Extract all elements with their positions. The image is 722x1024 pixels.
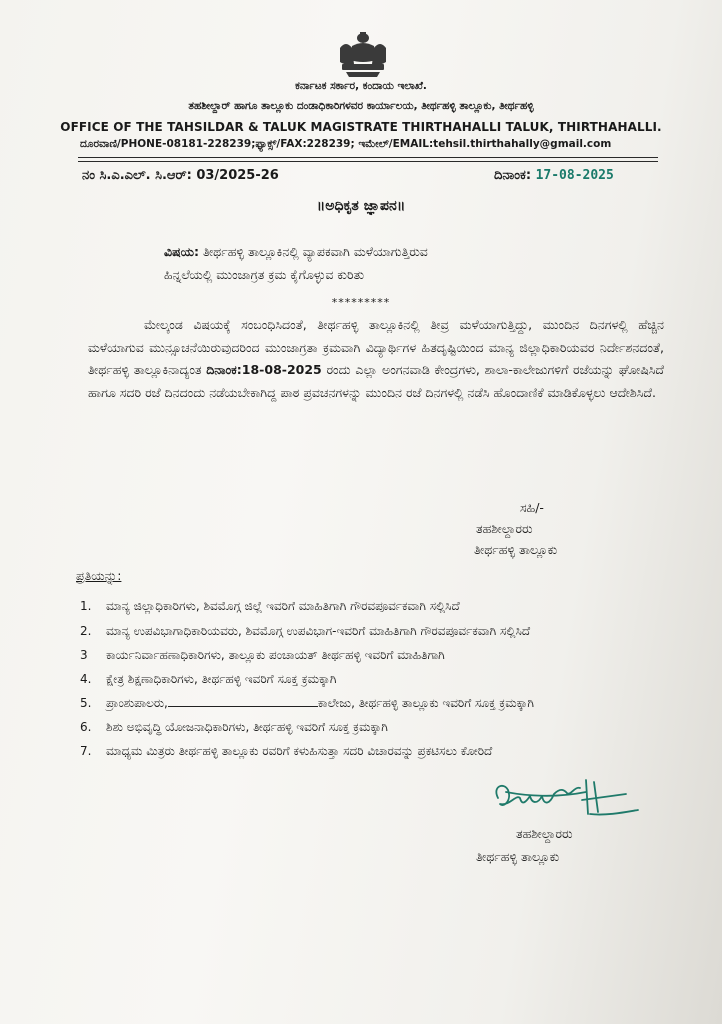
signatory-designation: ತಹಶೀಲ್ದಾರರು [476,521,533,536]
contact-details: ದೂರವಾಣಿ/PHONE-08181-228239;ಫ್ಯಾಕ್ಸ್/FAX:228239; ಇಮೇಲ್/EMAIL:tehsil.thirthahally@gmail.com [80,138,612,150]
signatory-place: ತೀರ್ಥಹಳ್ಳಿ ತಾಲ್ಲೂಕು [474,542,558,557]
list-item-text: ಶಿಶು ಅಭಿವೃದ್ಧಿ ಯೋಜನಾಧಿಕಾರಿಗಳು, ತೀರ್ಥಹಳ್ಳಿ ಇವರಿಗೆ ಸೂಕ್ತ ಕ್ರಮಕ್ಕಾಗಿ [106,720,388,734]
list-item [80,719,660,736]
subject-line-1: ತೀರ್ಥಹಳ್ಳಿ ತಾಲ್ಲೂಕಿನಲ್ಲಿ ವ್ಯಾಪಕವಾಗಿ ಮಳೆಯಾಗುತ್ತಿರುವ [202,244,428,259]
list-item-number: 6. [80,720,92,734]
list-item [80,598,660,615]
body-paragraph [88,314,664,404]
list-item-number: 1. [80,599,92,613]
date-label: ದಿನಾಂಕ: [494,168,532,183]
list-item-text: ಮಾಧ್ಯಮ ಮಿತ್ರರು ತೀರ್ಥಹಳ್ಳಿ ತಾಲ್ಲೂಕು ರವರಿಗೆ ಕಳುಹಿಸುತ್ತಾ ಸದರಿ ವಿಚಾರವನ್ನು ಪ್ರಕಟಿಸಲು ಕೋರಿದೆ [106,744,493,758]
document-title: ॥ಅಧಿಕೃತ ಜ್ಞಾಪನ॥ [316,198,406,214]
body-text-part-2: ರಂದು ಎಲ್ಲಾ ಅಂಗನವಾಡಿ ಕೇಂದ್ರಗಳು, ಶಾಲಾ-ಕಾಲೇಜುಗಳಿಗೆ ರಜೆಯನ್ನು ಘೋಷಿಸಿದೆ ಹಾಗೂ ಸದರಿ ರಜೆ ದಿನದಂದು ನಡೆಯಬೇಕಾಗಿದ್ದ ಪಾಠ ಪ್ರವಚನಗಳನ್ನು ಮುಂದಿನ ರಜೆ ದಿನಗಳಲ್ಲಿ ನಡೆಸಿ ಹೊಂದಾಣಿಕೆ ಮಾಡಿಕೊಳ್ಳಲು ಆದೇಶಿಸಿದೆ. [88,362,664,400]
subject-block [164,240,634,286]
list-item [80,743,660,760]
date-value: 17-08-2025 [535,168,614,183]
blank-line [168,695,318,707]
list-item [80,647,660,664]
body-text-part-1: ಮೇಲ್ಕಂಡ ವಿಷಯಕ್ಕೆ ಸಂಬಂಧಿಸಿದಂತೆ, ತೀರ್ಥಹಳ್ಳಿ ತಾಲ್ಲೂಕಿನಲ್ಲಿ ತೀವ್ರ ಮಳೆಯಾಗುತ್ತಿದ್ದು, ಮುಂದಿನ ದಿನಗಳಲ್ಲಿ ಹೆಚ್ಚಿನ ಮಳೆಯಾಗುವ ಮುನ್ಸೂಚನೆಯಿರುವುದರಿಂದ ಮುಂಜಾಗ್ರತಾ ಕ್ರಮವಾಗಿ ವಿದ್ಯಾರ್ಥಿಗಳ ಹಿತದೃಷ್ಟಿಯಿಂದ ಮಾನ್ಯ ಜಿಲ್ಲಾಧಿಕಾರಿಯವರ ನಿರ್ದೇಶನದಂತೆ, ತೀರ್ಥಹಳ್ಳಿ ತಾಲ್ಲೂಕಿನಾದ್ಯಂತ [88,317,664,377]
list-item-number: 3 [80,648,88,662]
office-name-english: OFFICE OF THE TAHSILDAR & TALUK MAGISTRATE THIRTHAHALLI TALUK, THIRTHAHALLI. [60,120,662,134]
signatory-designation-bottom: ತಹಶೀಲ್ದಾರರು [516,826,573,841]
copy-list [80,598,660,760]
list-item-text: ಕಾರ್ಯನಿರ್ವಾಹಣಾಧಿಕಾರಿಗಳು, ತಾಲ್ಲೂಕು ಪಂಚಾಯತ್ ತೀರ್ಥಹಳ್ಳಿ ಇವರಿಗೆ ಮಾಹಿತಿಗಾಗಿ [106,648,445,662]
government-emblem-icon [332,30,394,80]
college-text: ಕಾಲೇಜು, ತೀರ್ಥಹಳ್ಳಿ ತಾಲ್ಲೂಕು ಇವರಿಗೆ ಸೂಕ್ತ ಕ್ರಮಕ್ಕಾಗಿ [317,696,534,710]
copy-to-label: ಪ್ರತಿಯನ್ನು: [76,568,122,583]
list-item-text: ಕ್ಷೇತ್ರ ಶಿಕ್ಷಣಾಧಿಕಾರಿಗಳು, ತೀರ್ಥಹಳ್ಳಿ ಇವರಿಗೆ ಸೂಕ್ತ ಕ್ರಮಕ್ಕಾಗಿ [106,672,337,686]
signatory-place-bottom: ತೀರ್ಥಹಳ್ಳಿ ತಾಲ್ಲೂಕು [476,849,560,864]
handwritten-signature [486,776,656,826]
reference-number: ನಂ ಸಿ.ಎ.ಎಲ್. ಸಿ.ಆರ್: 03/2025-26 [82,168,279,183]
holiday-date: ದಿನಾಂಕ:18-08-2025 [206,362,322,377]
government-department-line: ಕರ್ನಾಟಕ ಸರ್ಕಾರ, ಕಂದಾಯ ಇಲಾಖೆ. [295,80,427,92]
header-divider [78,157,658,158]
list-item-number: 4. [80,672,92,686]
list-item-number: 7. [80,744,92,758]
list-item [80,623,660,640]
document-date [494,168,614,183]
list-item [80,671,660,688]
list-item-text: ಮಾನ್ಯ ಜಿಲ್ಲಾಧಿಕಾರಿಗಳು, ಶಿವಮೊಗ್ಗ ಜಿಲ್ಲೆ ಇವರಿಗೆ ಮಾಹಿತಿಗಾಗಿ ಗೌರವಪೂರ್ವಕವಾಗಿ ಸಲ್ಲಿಸಿದೆ [106,599,460,613]
list-item-text [106,695,660,712]
subject-line-2: ಹಿನ್ನಲೆಯಲ್ಲಿ ಮುಂಜಾಗ್ರತ ಕ್ರಮ ಕೈಗೊಳ್ಳುವ ಕುರಿತು [164,267,365,282]
principal-label: ಪ್ರಾಂಶುಪಾಲರು, [106,696,168,710]
separator: ********* [331,296,391,309]
signed-mark: ಸಹಿ/- [520,500,544,515]
subject-label: ವಿಷಯ: [164,244,199,259]
list-item-number: 2. [80,624,92,638]
header-divider [78,161,658,162]
list-item-number: 5. [80,696,92,710]
list-item-text: ಮಾನ್ಯ ಉಪವಿಭಾಗಾಧಿಕಾರಿಯವರು, ಶಿವಮೊಗ್ಗ ಉಪವಿಭಾಗ-ಇವರಿಗೆ ಮಾಹಿತಿಗಾಗಿ ಗೌರವಪೂರ್ವಕವಾಗಿ ಸಲ್ಲಿಸಿದೆ [106,624,531,638]
office-name-kannada: ತಹಶೀಲ್ದಾರ್ ಹಾಗೂ ತಾಲ್ಲೂಕು ದಂಡಾಧಿಕಾರಿಗಳವರ ಕಾರ್ಯಾಲಯ, ತೀರ್ಥಹಳ್ಳಿ ತಾಲ್ಲೂಕು, ತೀರ್ಥಹಳ್ಳಿ [188,100,534,112]
list-item [80,695,660,712]
